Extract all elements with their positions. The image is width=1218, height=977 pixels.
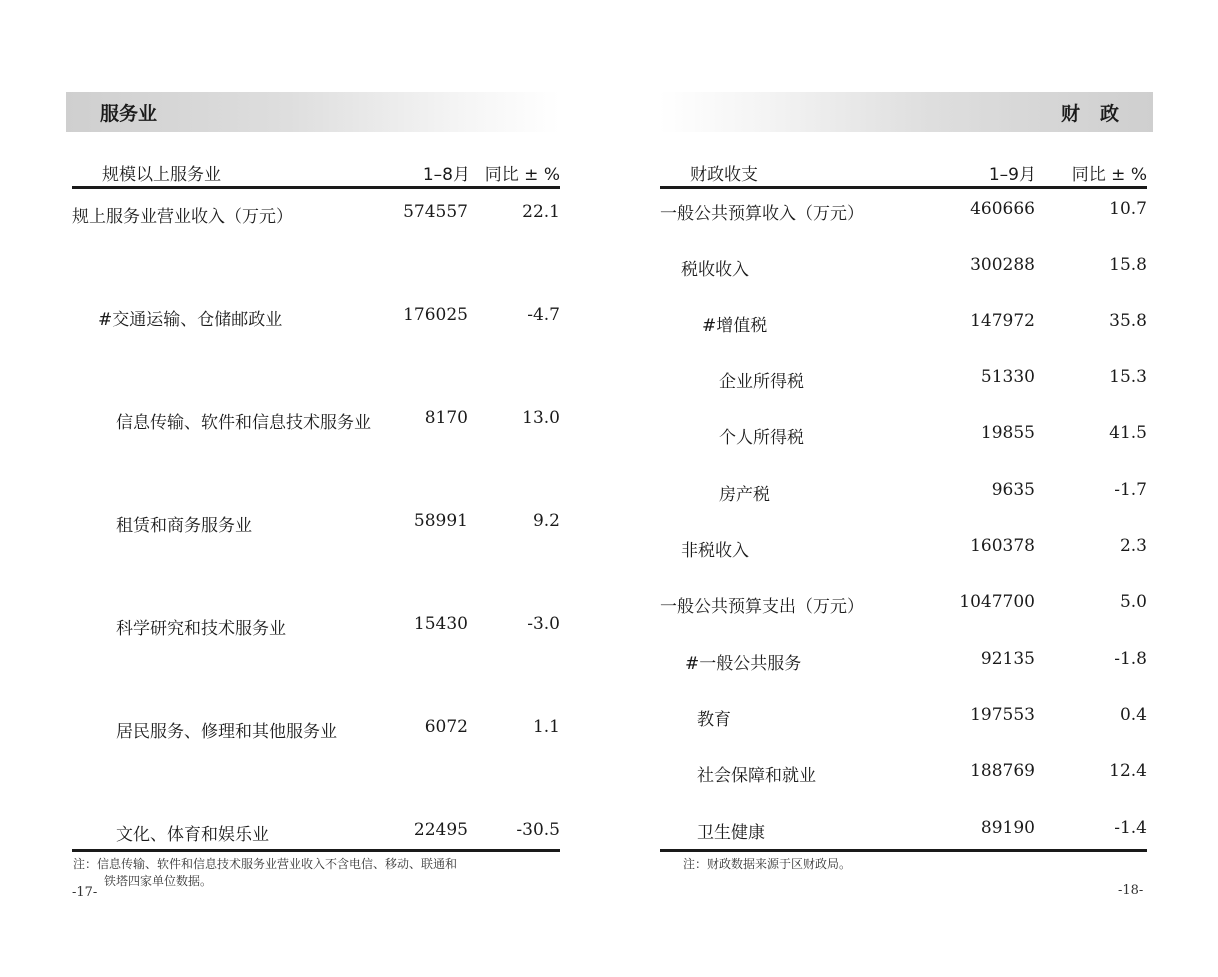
section-title-bar xyxy=(659,92,1153,132)
row-yoy: -4.7 xyxy=(527,305,560,325)
section-title-bar xyxy=(66,92,560,132)
table-row xyxy=(660,199,1147,223)
row-value: 15430 xyxy=(413,614,468,634)
row-yoy: -1.7 xyxy=(1114,480,1147,500)
row-yoy: 1.1 xyxy=(532,717,560,737)
header-label: 财政收支 xyxy=(690,165,758,185)
table-row xyxy=(660,649,1147,673)
table-row xyxy=(72,305,560,329)
row-value: 188769 xyxy=(970,761,1035,781)
table-header xyxy=(72,155,560,189)
row-name: #一般公共服务 xyxy=(685,654,802,674)
row-name: 科学研究和技术服务业 xyxy=(116,619,286,639)
row-value: 6072 xyxy=(424,717,468,737)
row-value: 8170 xyxy=(424,408,468,428)
row-yoy: 15.8 xyxy=(1109,255,1147,275)
row-name: 教育 xyxy=(697,710,731,730)
row-name: 企业所得税 xyxy=(719,372,804,392)
row-yoy: -1.4 xyxy=(1114,818,1147,838)
row-value: 197553 xyxy=(970,705,1035,725)
page-number: -17- xyxy=(72,885,98,900)
table-row xyxy=(72,202,560,226)
header-label: 规模以上服务业 xyxy=(102,165,221,185)
row-name: 税收收入 xyxy=(681,260,749,280)
footnote: 注：财政数据来源于区财政局。 xyxy=(683,857,852,871)
table-row xyxy=(660,818,1147,842)
table-row xyxy=(660,423,1147,447)
table-row xyxy=(660,480,1147,504)
row-value: 9635 xyxy=(991,480,1035,500)
row-name: 社会保障和就业 xyxy=(697,766,816,786)
row-name: 居民服务、修理和其他服务业 xyxy=(116,722,337,742)
row-yoy: 2.3 xyxy=(1119,536,1147,556)
row-yoy: 13.0 xyxy=(522,408,560,428)
row-name: 文化、体育和娱乐业 xyxy=(116,825,269,845)
table-row xyxy=(72,717,560,741)
footnote-line: 铁塔四家单位数据。 xyxy=(104,874,213,888)
row-yoy: 35.8 xyxy=(1109,311,1147,331)
header-yoy: 同比 ± % xyxy=(484,165,560,185)
row-value: 1047700 xyxy=(959,592,1035,612)
table-row xyxy=(660,761,1147,785)
section-title: 服务业 xyxy=(100,102,158,125)
row-name: 信息传输、软件和信息技术服务业 xyxy=(116,413,371,433)
row-yoy: 10.7 xyxy=(1109,199,1147,219)
table-bottom-rule xyxy=(72,849,560,852)
page-number: -18- xyxy=(1118,883,1144,898)
header-period: 1–9月 xyxy=(988,165,1036,185)
row-value: 574557 xyxy=(403,202,468,222)
right-page xyxy=(609,0,1218,977)
row-value: 58991 xyxy=(413,511,468,531)
row-yoy: 9.2 xyxy=(532,511,560,531)
row-name: 租赁和商务服务业 xyxy=(116,516,252,536)
row-name: 一般公共预算收入（万元） xyxy=(660,204,864,224)
row-value: 160378 xyxy=(970,536,1035,556)
row-yoy: -1.8 xyxy=(1114,649,1147,669)
row-yoy: 12.4 xyxy=(1109,761,1147,781)
row-value: 92135 xyxy=(980,649,1035,669)
table-row xyxy=(660,536,1147,560)
row-yoy: 22.1 xyxy=(522,202,560,222)
section-title: 财政 xyxy=(1060,102,1139,125)
row-yoy: -30.5 xyxy=(516,820,560,840)
row-value: 460666 xyxy=(970,199,1035,219)
row-name: #增值税 xyxy=(702,316,768,336)
footnote-line: 注：信息传输、软件和信息技术服务业营业收入不含电信、移动、联通和 xyxy=(73,857,458,871)
row-value: 51330 xyxy=(980,367,1035,387)
row-yoy: 41.5 xyxy=(1109,423,1147,443)
footnote xyxy=(73,856,563,890)
row-yoy: 15.3 xyxy=(1109,367,1147,387)
table-header xyxy=(660,155,1147,189)
table-row xyxy=(72,511,560,535)
table-row xyxy=(660,311,1147,335)
row-name: #交通运输、仓储邮政业 xyxy=(98,310,283,330)
row-name: 房产税 xyxy=(719,485,770,505)
row-name: 卫生健康 xyxy=(697,823,765,843)
table-row xyxy=(660,705,1147,729)
table-row xyxy=(660,367,1147,391)
table-bottom-rule xyxy=(660,849,1147,852)
row-value: 147972 xyxy=(970,311,1035,331)
row-value: 176025 xyxy=(403,305,468,325)
row-name: 规上服务业营业收入（万元） xyxy=(72,207,293,227)
table-row xyxy=(72,408,560,432)
table-row xyxy=(660,255,1147,279)
row-yoy: 0.4 xyxy=(1119,705,1147,725)
table-row xyxy=(660,592,1147,616)
row-name: 非税收入 xyxy=(681,541,749,561)
row-name: 一般公共预算支出（万元） xyxy=(660,597,864,617)
row-name: 个人所得税 xyxy=(719,428,804,448)
row-yoy: 5.0 xyxy=(1119,592,1147,612)
header-yoy: 同比 ± % xyxy=(1071,165,1147,185)
row-value: 89190 xyxy=(980,818,1035,838)
row-value: 19855 xyxy=(980,423,1035,443)
row-value: 300288 xyxy=(970,255,1035,275)
table-row xyxy=(72,614,560,638)
row-yoy: -3.0 xyxy=(527,614,560,634)
table-row xyxy=(72,820,560,844)
row-value: 22495 xyxy=(413,820,468,840)
header-period: 1–8月 xyxy=(422,165,470,185)
